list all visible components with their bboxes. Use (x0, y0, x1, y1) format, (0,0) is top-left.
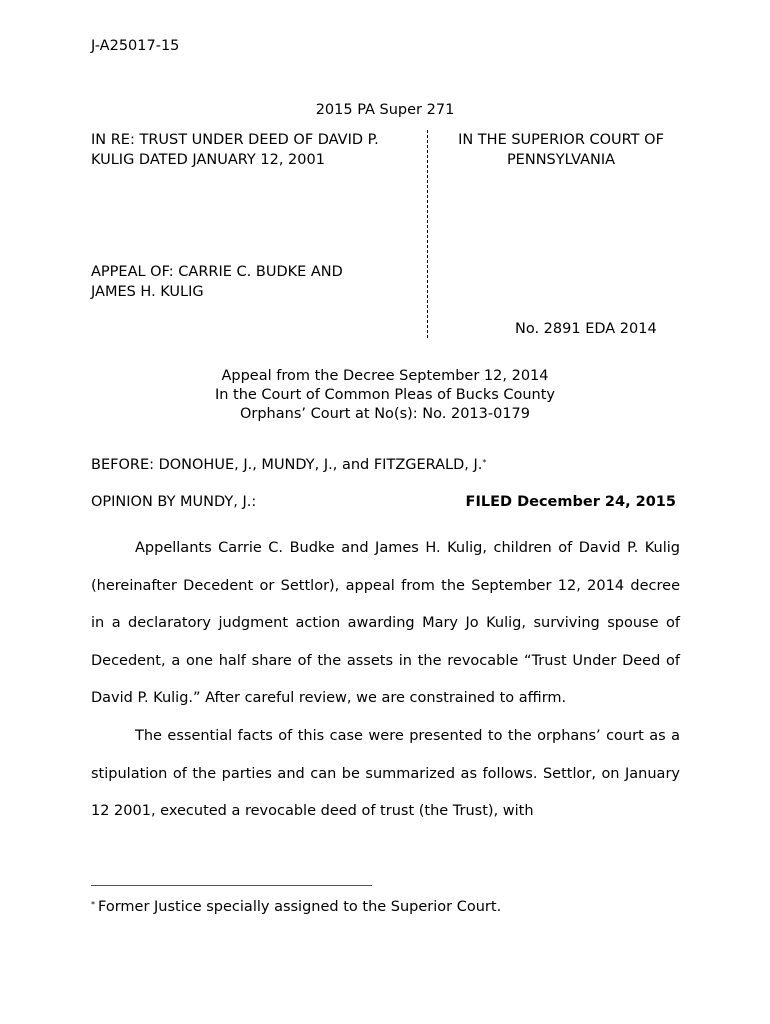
footnote-text: Former Justice specially assigned to the Superior Court. (98, 899, 502, 915)
caption-divider (427, 130, 428, 338)
body-paragraph-1: Appellants Carrie C. Budke and James H. Kulig, children of David P. Kulig (hereinafter Decedent or Settlor), appeal from the September 12, 2014 decree in a declaratory judgment action awarding Mary Jo Kulig, surviving spouse of Decedent, a one half share of the assets in the revocable “Trust Under Deed of David P. Kulig.” After careful review, we are constrained to affirm. (91, 540, 680, 707)
docket-number: J-A25017-15 (91, 38, 180, 54)
court-line-2: PENNSYLVANIA (506, 152, 616, 168)
before-footnote-marker: * (482, 458, 487, 467)
filed-date: FILED December 24, 2015 (465, 494, 676, 510)
before-panel (91, 455, 486, 475)
appeal-of-line-1: APPEAL OF: CARRIE C. BUDKE AND (91, 264, 343, 280)
before-text: BEFORE: DONOHUE, J., MUNDY, J., and FITZGERALD, J. (91, 457, 483, 473)
case-caption-in-re (91, 130, 421, 170)
body-paragraph-2: The essential facts of this case were presented to the orphans’ court as a stipulation of the parties and can be summarized as follows. Settlor, on January 12 2001, executed a revocable deed of trust (the Trust), with (91, 727, 680, 820)
appeal-from (0, 367, 770, 424)
appeal-of-line-2: JAMES H. KULIG (91, 284, 204, 300)
in-re-line-2: KULIG DATED JANUARY 12, 2001 (91, 152, 325, 168)
footnote (91, 897, 501, 917)
footnote-marker: * (91, 900, 95, 909)
court-line-1: IN THE SUPERIOR COURT OF (458, 132, 664, 148)
case-number: No. 2891 EDA 2014 (515, 321, 657, 337)
opinion-by: OPINION BY MUNDY, J.: (91, 494, 257, 510)
in-re-line-1: IN RE: TRUST UNDER DEED OF DAVID P. (91, 132, 379, 148)
opinion-body (91, 530, 680, 831)
footnote-rule (91, 885, 372, 886)
appeal-from-line-3: Orphans’ Court at No(s): No. 2013-0179 (239, 406, 531, 422)
appeal-from-line-2: In the Court of Common Pleas of Bucks County (214, 387, 556, 403)
citation: 2015 PA Super 271 (315, 102, 455, 118)
appeal-from-line-1: Appeal from the Decree September 12, 2014 (221, 368, 549, 384)
appeal-of (91, 262, 343, 302)
court-name (436, 130, 686, 170)
